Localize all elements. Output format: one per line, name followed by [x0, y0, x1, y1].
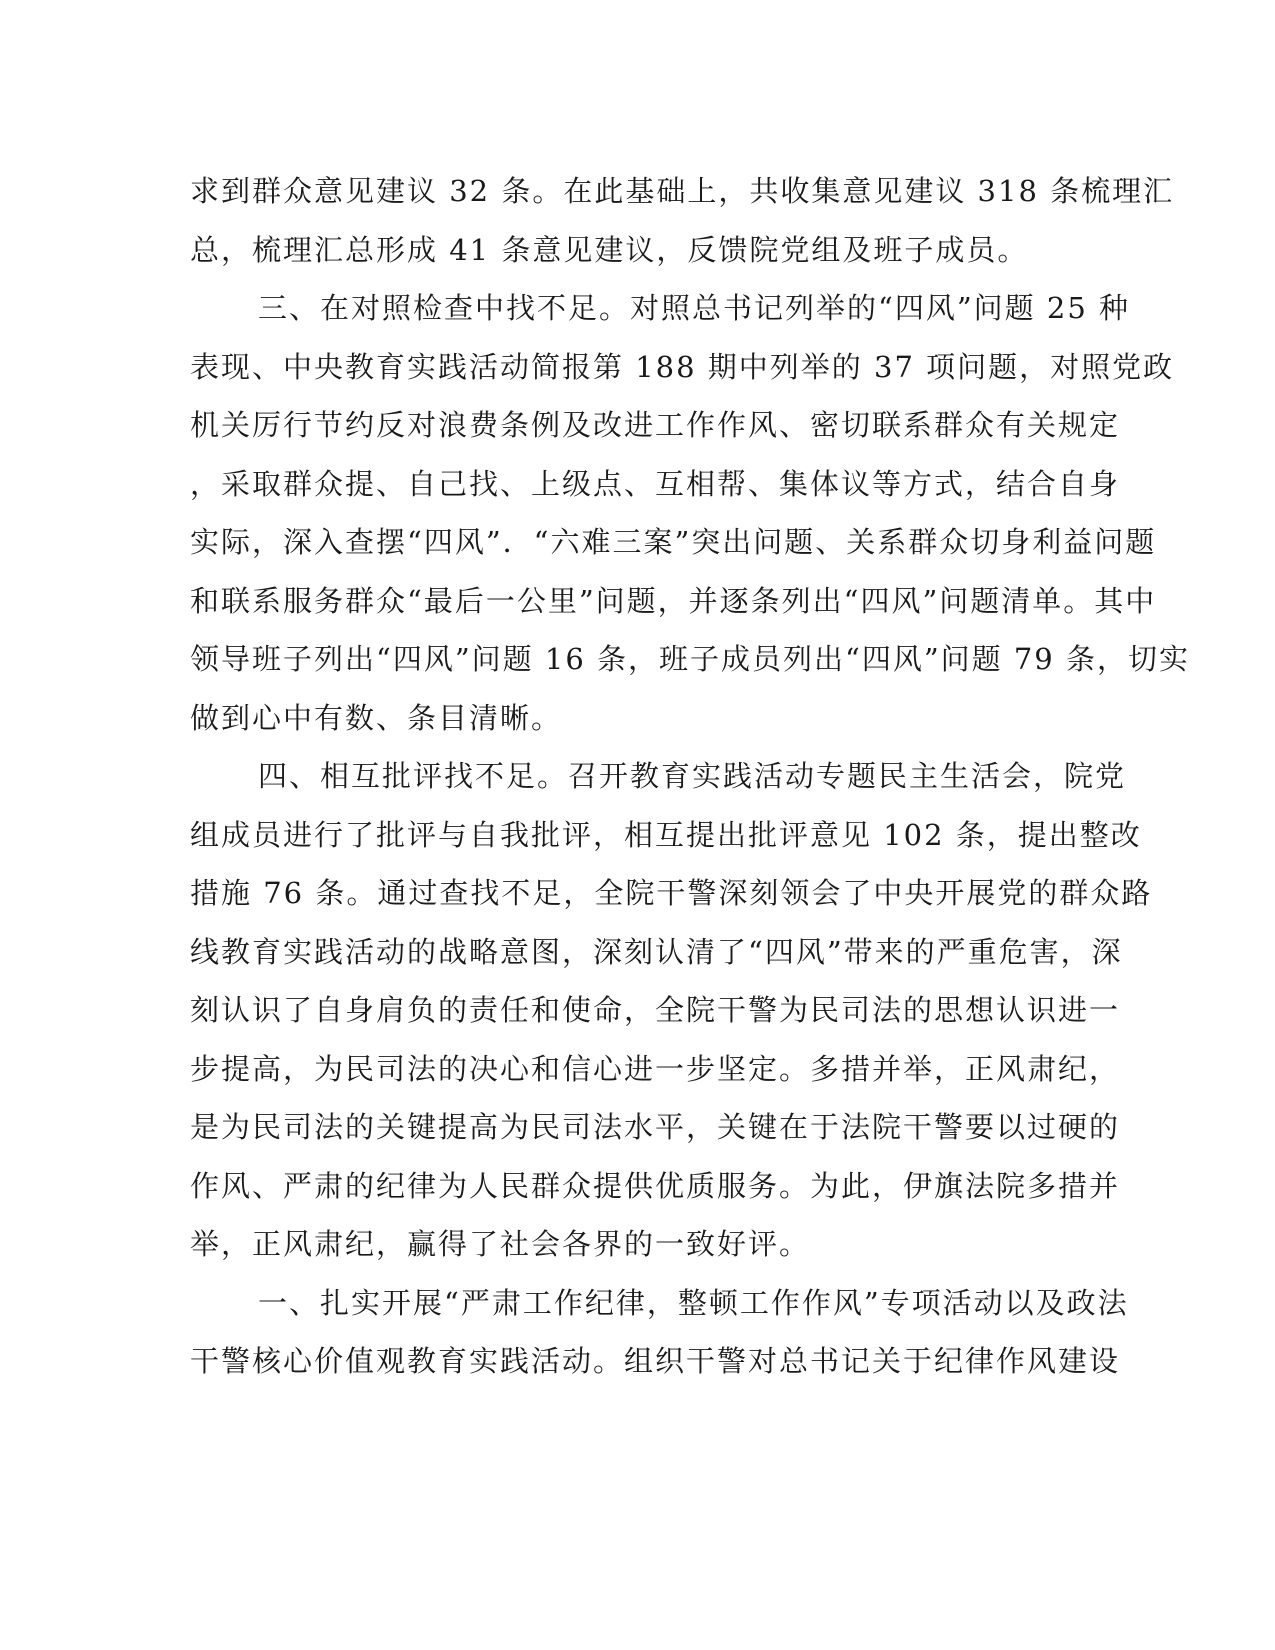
text-line: 举，正风肃纪，赢得了社会各界的一致好评。	[190, 1227, 811, 1261]
text-line: 是为民司法的关键提高为民司法水平，关键在于法院干警要以过硬的	[190, 1110, 1121, 1144]
text-line: 总，梳理汇总形成 41 条意见建议，反馈院党组及班子成员。	[190, 232, 1029, 267]
text-line: 和联系服务群众“最后一公里”问题，并逐条列出“四风”问题清单。其中	[190, 583, 1157, 618]
body-text	[190, 162, 1190, 1391]
text-line: 实际，深入查摆“四风”．“六难三案”突出问题、关系群众切身利益问题	[190, 525, 1157, 559]
text-line: 刻认识了自身肩负的责任和使命，全院干警为民司法的思想认识进一	[190, 993, 1121, 1027]
text-line: 步提高，为民司法的决心和信心进一步坚定。多措并举，正风肃纪，	[190, 1051, 1121, 1086]
text-line: 做到心中有数、条目清晰。	[190, 700, 563, 735]
paragraph-start: 一、扎实开展“严肃工作纪律，整顿工作作风”专项活动以及政法	[258, 1285, 1129, 1320]
text-line: 表现、中央教育实践活动简报第 188 期中列举的 37 项问题，对照党政	[190, 349, 1175, 384]
text-line: 作风、严肃的纪律为人民群众提供优质服务。为此，伊旗法院多措并	[190, 1168, 1121, 1203]
paragraph-start: 四、相互批评找不足。召开教育实践活动专题民主生活会，院党	[258, 759, 1127, 793]
text-line: 干警核心价值观教育实践活动。组织干警对总书记关于纪律作风建设	[190, 1344, 1121, 1378]
text-line: 领导班子列出“四风”问题 16 条，班子成员列出“四风”问题 79 条，切实	[190, 642, 1190, 676]
text-line: 求到群众意见建议 32 条。在此基础上，共收集意见建议 318 条梳理汇	[190, 174, 1175, 208]
text-line: ，采取群众提、自己找、上级点、互相帮、集体议等方式，结合自身	[190, 466, 1121, 501]
text-line: 措施 76 条。通过查找不足，全院干警深刻领会了中央开展党的群众路	[190, 876, 1153, 910]
paragraph-start: 三、在对照检查中找不足。对照总书记列举的“四风”问题 25 种	[258, 291, 1130, 325]
text-line: 机关厉行节约反对浪费条例及改进工作作风、密切联系群众有关规定	[190, 408, 1121, 442]
text-line: 组成员进行了批评与自我批评，相互提出批评意见 102 条，提出整改	[190, 817, 1142, 852]
text-line: 线教育实践活动的战略意图，深刻认清了“四风”带来的严重危害，深	[190, 934, 1123, 969]
